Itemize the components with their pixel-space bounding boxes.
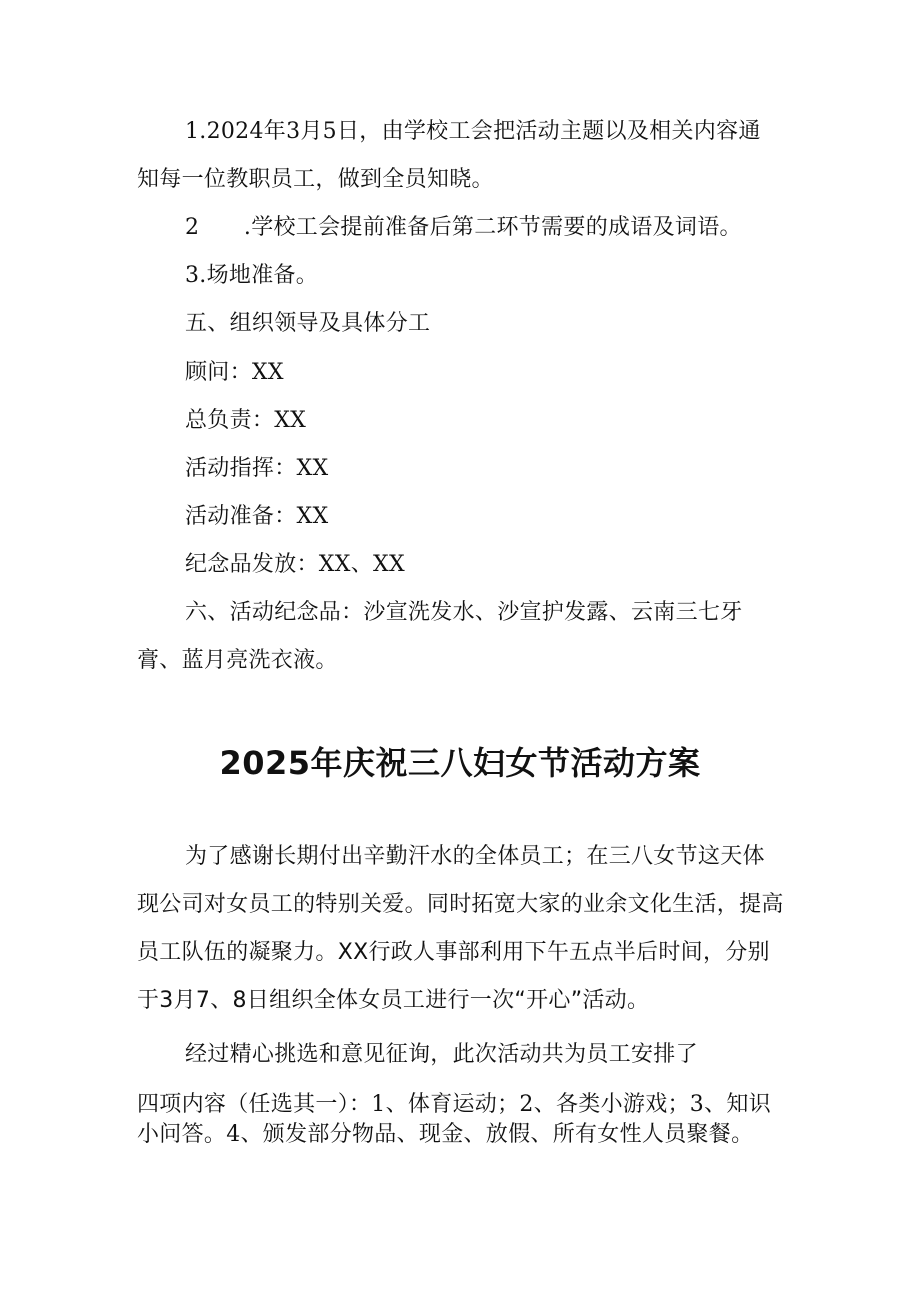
souvenirs-line-a: 六、活动纪念品：沙宣洗发水、沙宣护发露、云南三七牙: [185, 600, 743, 625]
paragraph-step-2: 2 .学校工会提前准备后第二环节需要的成语及词语。: [185, 215, 742, 240]
heading-souvenirs: [137, 589, 797, 685]
document-title: 2025年庆祝三八妇女节活动方案: [219, 744, 701, 782]
selection-paragraph: 经过精心挑选和意见征询，此次活动共为员工安排了: [185, 1042, 698, 1067]
step-1-line-a: 1.2024年3月5日，由学校工会把活动主题以及相关内容通: [185, 119, 761, 144]
souvenirs-line-b: 膏、蓝月亮洗衣液。: [137, 648, 338, 673]
advisor-line: 顾问：XX: [185, 360, 284, 385]
paragraph-step-1: [137, 108, 787, 204]
paragraph-step-3: 3.场地准备。: [185, 263, 319, 288]
souvenir-distribution-line: 纪念品发放：XX、XX: [185, 552, 405, 577]
intro-paragraph: 为了感谢长期付出辛勤汗水的全体员工；在三八女节这天体现公司对女员工的特别关爱。同时拓宽大家的业余文化生活，提高员工队伍的凝聚力。XX行政人事部利用下午五点半后时间，分别于3月7、8日组织全体女员工进行一次“开心”活动。: [137, 844, 784, 1013]
preparation-line: 活动准备：XX: [185, 504, 329, 529]
items-paragraph: 四项内容（任选其一）：1、体育运动；2、各类小游戏；3、知识小问答。4、颁发部分物品、现金、放假、所有女性人员聚餐。: [137, 1092, 771, 1147]
chief-line: 总负责：XX: [185, 408, 307, 433]
heading-organization: 五、组织领导及具体分工: [185, 311, 431, 336]
commander-line: 活动指挥：XX: [185, 456, 329, 481]
step-1-line-b: 知每一位教职员工，做到全员知晓。: [137, 167, 494, 192]
